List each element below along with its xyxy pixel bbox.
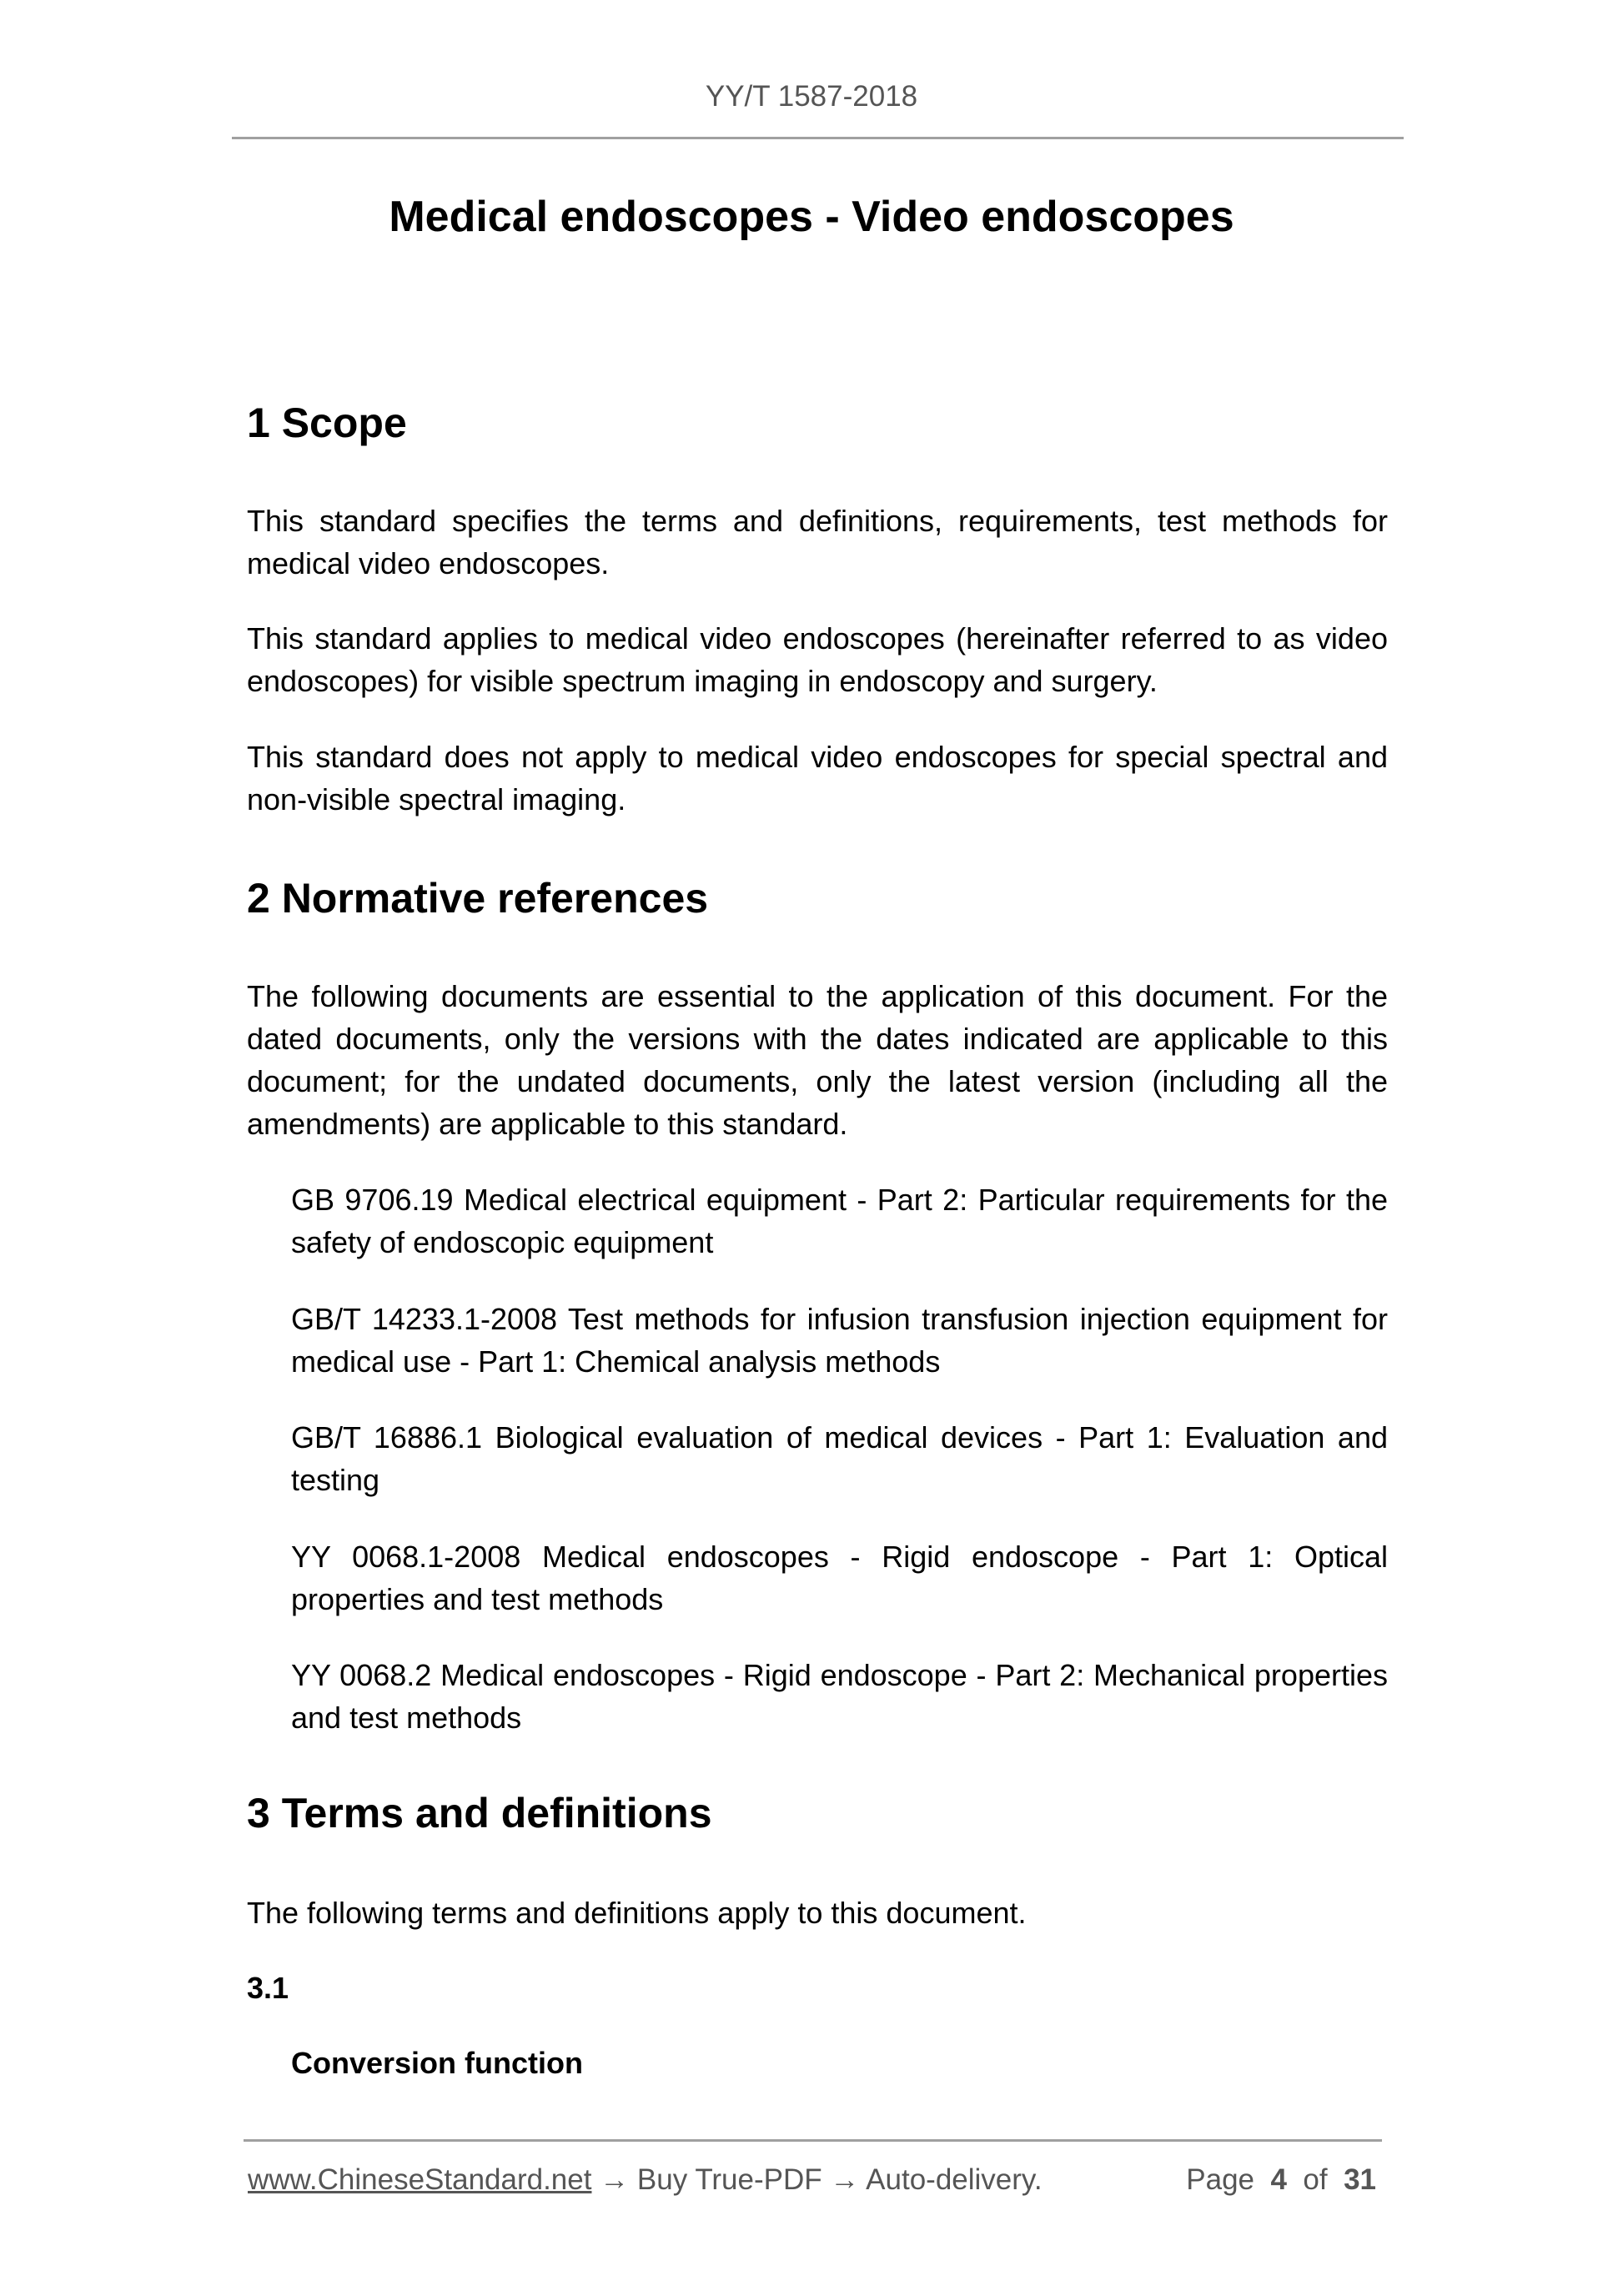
total-pages: 31 bbox=[1344, 2163, 1376, 2196]
section-heading-normative-references: 2 Normative references bbox=[247, 875, 709, 922]
footer bbox=[248, 2163, 1376, 2197]
footer-divider bbox=[244, 2139, 1382, 2142]
footer-promo bbox=[248, 2163, 1043, 2197]
paragraph: This standard specifies the terms and definitions, requirements, test methods for medical video endoscopes. bbox=[247, 504, 1388, 580]
website-link[interactable]: www.ChineseStandard.net bbox=[248, 2163, 592, 2196]
paragraph: This standard does not apply to medical video endoscopes for special spectral and non-visible spectral imaging. bbox=[247, 740, 1388, 816]
reference-item: GB 9706.19 Medical electrical equipment - Part 2: Particular requirements for the safety of endoscopic equipment bbox=[291, 1183, 1388, 1259]
document-code-header: YY/T 1587-2018 bbox=[705, 80, 918, 113]
current-page: 4 bbox=[1270, 2163, 1287, 2196]
reference-item: YY 0068.2 Medical endoscopes - Rigid endoscope - Part 2: Mechanical properties and test methods bbox=[291, 1658, 1388, 1735]
paragraph: The following documents are essential to the application of this document. For the dated documents, only the versions with the dates indicated are applicable to this document; for the undated documents, only the latest version (including all the amendments) are applicable to this standard. bbox=[247, 979, 1388, 1141]
paragraph: The following terms and definitions apply to this document. bbox=[247, 1896, 1027, 1930]
section-heading-terms-definitions: 3 Terms and definitions bbox=[247, 1790, 712, 1836]
footer-promo-text: → Buy True-PDF → Auto-delivery. bbox=[591, 2163, 1043, 2196]
reference-item: GB/T 14233.1-2008 Test methods for infusion transfusion injection equipment for medical use - Part 1: Chemical analysis methods bbox=[291, 1302, 1388, 1379]
of-label: of bbox=[1303, 2163, 1328, 2196]
page-label: Page bbox=[1186, 2163, 1255, 2196]
page-number bbox=[1186, 2163, 1376, 2197]
document-title: Medical endoscopes - Video endoscopes bbox=[389, 193, 1234, 241]
term-name: Conversion function bbox=[291, 2046, 583, 2080]
term-number: 3.1 bbox=[247, 1971, 289, 2005]
section-heading-scope: 1 Scope bbox=[247, 399, 407, 446]
reference-item: GB/T 16886.1 Biological evaluation of medical devices - Part 1: Evaluation and testing bbox=[291, 1420, 1388, 1497]
paragraph: This standard applies to medical video endoscopes (hereinafter referred to as video endoscopes) for visible spectrum imaging in endoscopy and surgery. bbox=[247, 621, 1388, 698]
reference-item: YY 0068.1-2008 Medical endoscopes - Rigid endoscope - Part 1: Optical properties and test methods bbox=[291, 1540, 1388, 1616]
header-divider bbox=[232, 137, 1404, 139]
